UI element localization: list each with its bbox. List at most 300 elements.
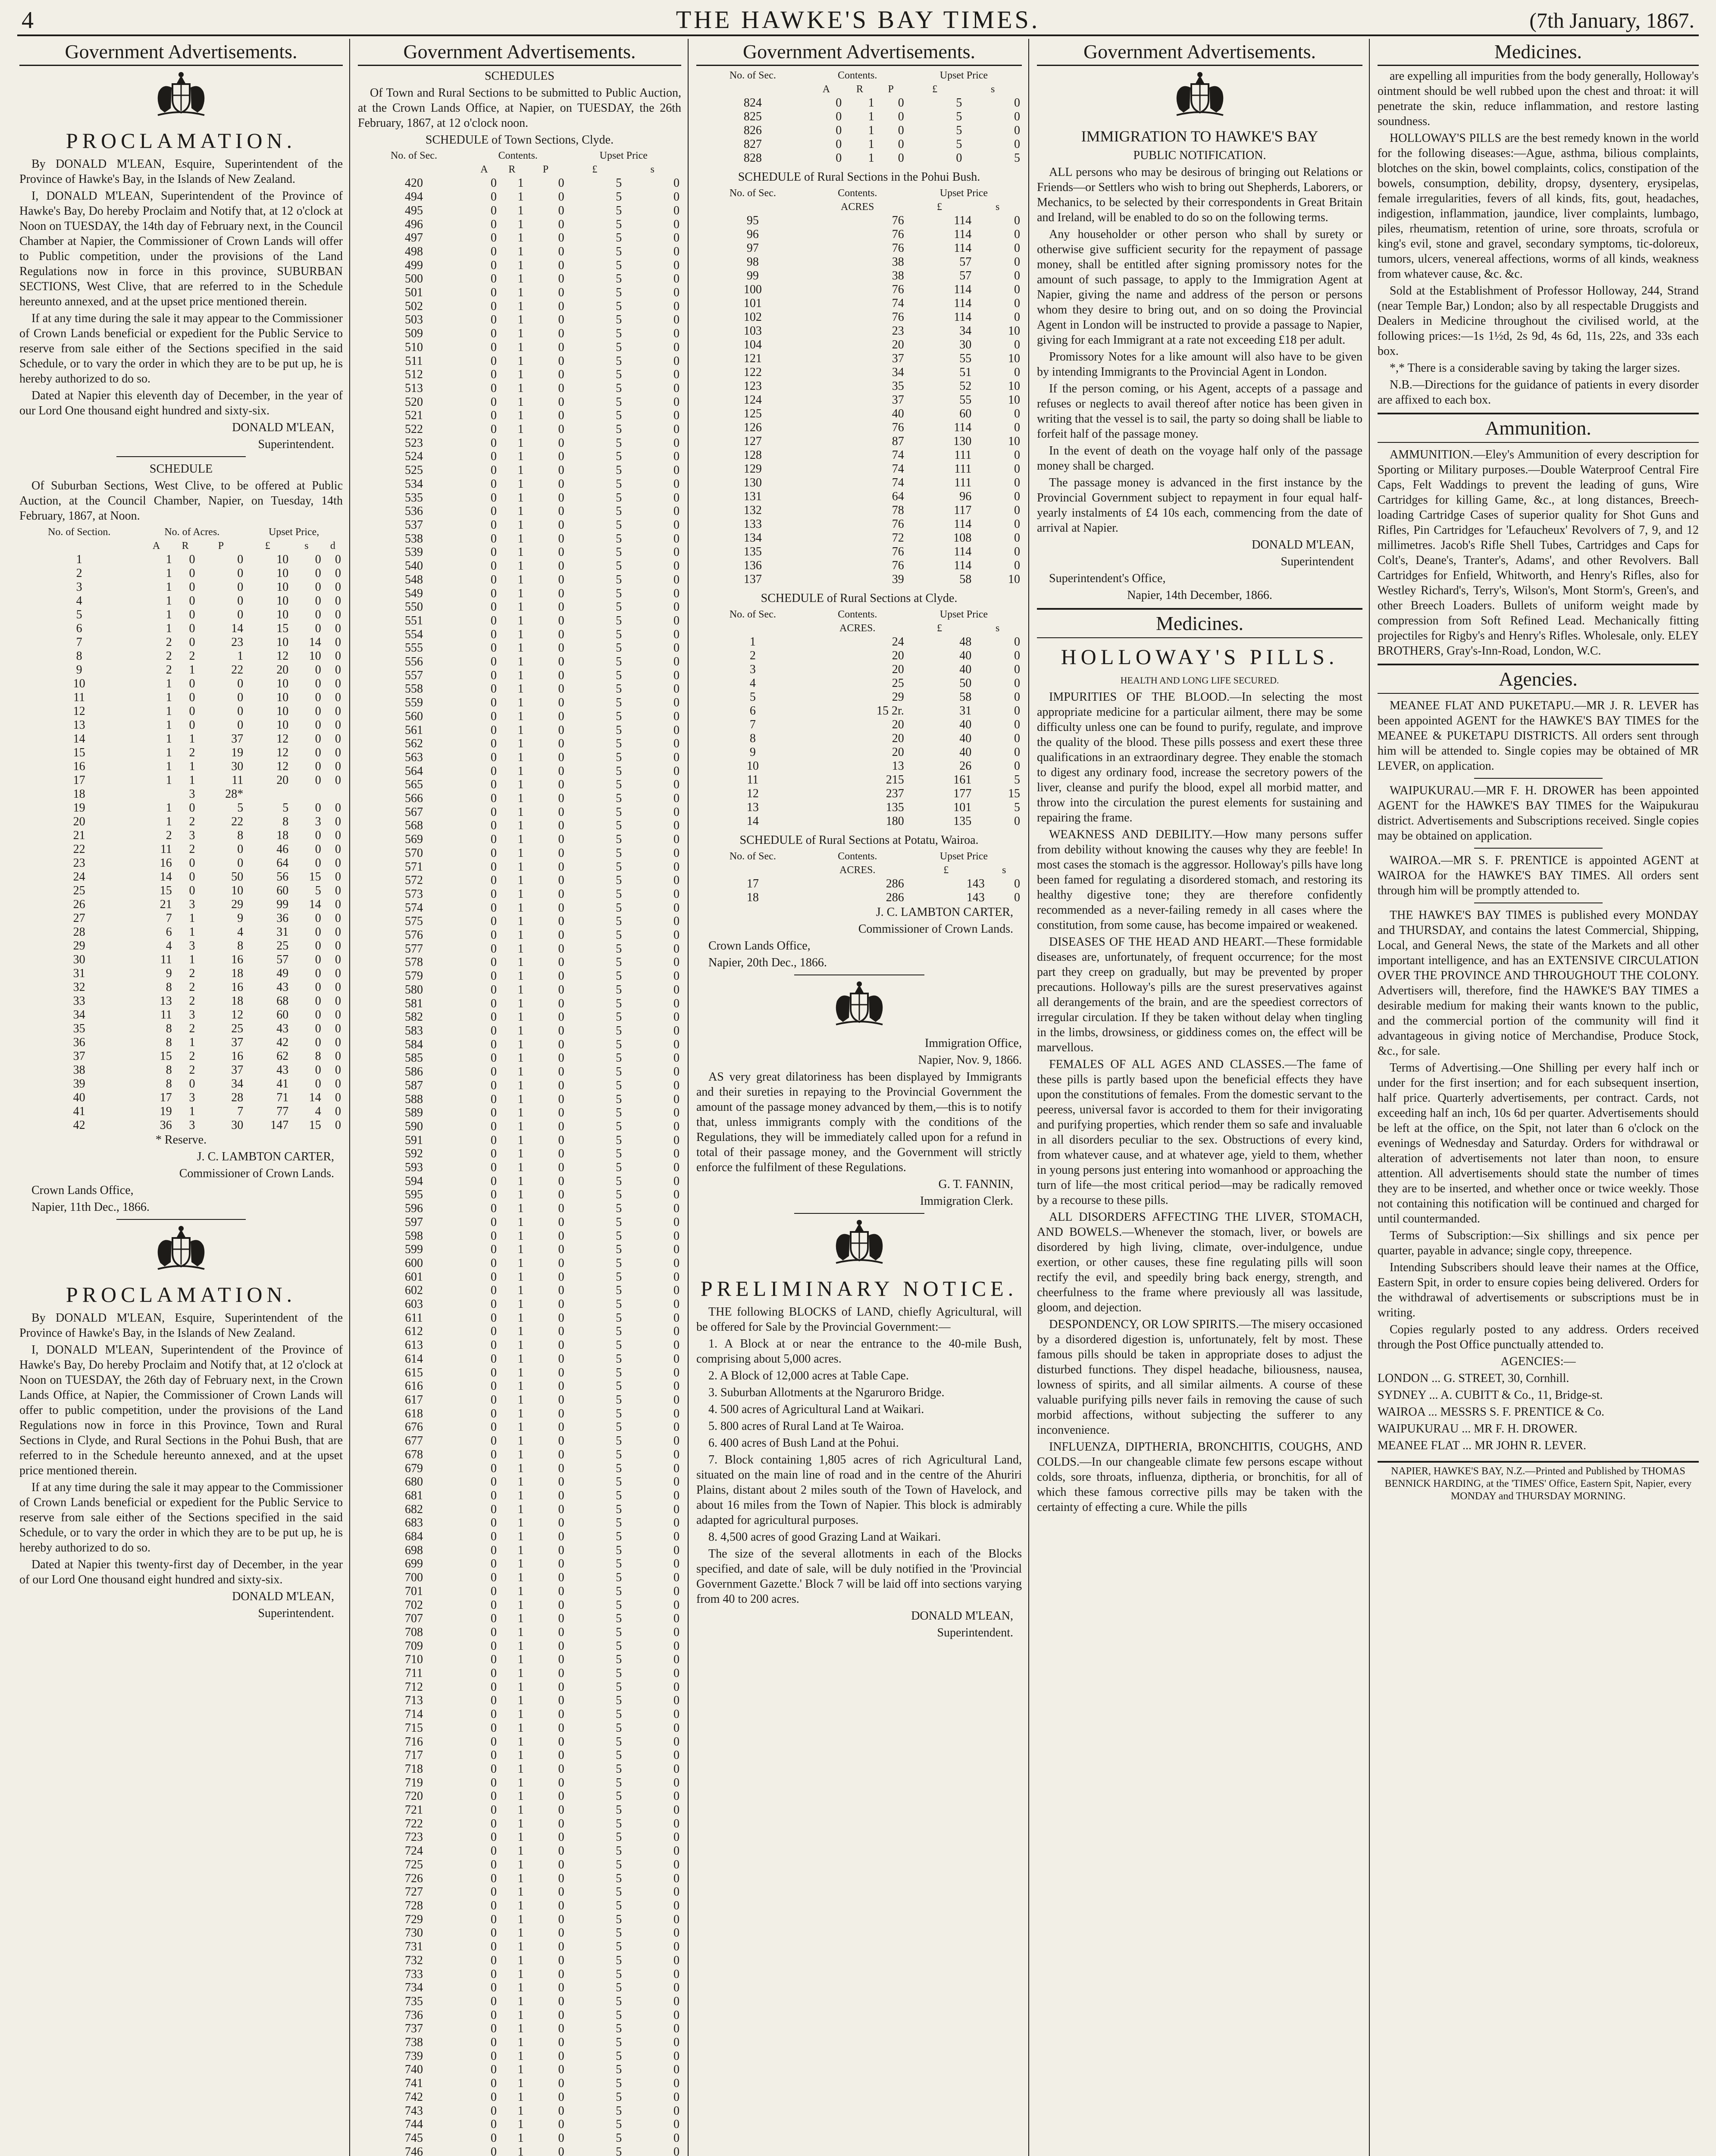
table-cell: 1 xyxy=(517,1680,524,1694)
table-cell: 0 xyxy=(335,746,341,759)
table-row xyxy=(358,1462,681,1476)
table-cell: 49 xyxy=(276,967,289,980)
table-cell: 16 xyxy=(231,981,244,994)
table-cell: 5 xyxy=(616,956,622,969)
table-cell: 680 xyxy=(404,1475,423,1489)
table-cell: 0 xyxy=(673,1667,680,1680)
table-cell: 5 xyxy=(616,1352,622,1366)
table-cell: 0 xyxy=(315,1008,321,1022)
table-cell: 0 xyxy=(673,436,680,450)
table-cell: 55 xyxy=(959,352,972,365)
table-cell: 0 xyxy=(491,1229,497,1243)
table-row xyxy=(358,805,681,819)
table-cell: 3 xyxy=(189,1119,195,1132)
table-cell: 36 xyxy=(73,1036,85,1049)
table-cell: 0 xyxy=(558,901,564,915)
table-row xyxy=(358,368,681,382)
table-cell: 727 xyxy=(404,1885,423,1899)
table-cell: 0 xyxy=(558,217,564,231)
table-cell: 14 xyxy=(73,732,85,746)
table-cell: 5 xyxy=(1014,151,1020,165)
column-1 xyxy=(19,39,343,2156)
table-cell: 1 xyxy=(189,774,195,787)
table-cell: 5 xyxy=(616,2063,622,2077)
table-cell: 0 xyxy=(673,2022,680,2036)
agent-line: MEANEE FLAT ... MR JOHN R. LEVER. xyxy=(1378,1439,1587,1452)
table-cell: 25 xyxy=(231,1022,244,1035)
table-cell: 101 xyxy=(743,297,762,310)
table-cell: 5 xyxy=(616,532,622,545)
table-cell: 8 xyxy=(76,649,82,663)
table-cell: 0 xyxy=(491,299,497,313)
table-cell: 5 xyxy=(956,110,962,123)
table-cell: 32 xyxy=(73,981,85,994)
table-row xyxy=(358,518,681,532)
table-cell: 1 xyxy=(517,1202,524,1216)
pohui-bush-table xyxy=(696,186,1022,586)
table-cell: 0 xyxy=(491,1174,497,1188)
table-cell: 573 xyxy=(404,887,423,901)
agency-notice: WAIPUKURAU.—MR F. H. DROWER has been appointed AGENT for the HAWKE'S BAY TIMES for the Waipukurau district. Advertisements and Subscriptions received. Single copies may be obtained on application. xyxy=(1378,784,1699,843)
column-heading: Government Advertisements. xyxy=(696,39,1022,66)
table-cell: 5 xyxy=(749,690,756,704)
table-cell: 0 xyxy=(335,718,341,732)
table-cell: 0 xyxy=(335,856,341,870)
table-cell: 1 xyxy=(189,732,195,746)
table-row xyxy=(358,2118,681,2131)
table-cell: 1 xyxy=(517,1817,524,1830)
table-row xyxy=(358,833,681,846)
table-row xyxy=(358,874,681,887)
table-cell: 1 xyxy=(517,627,524,641)
table-cell: 5 xyxy=(616,381,622,395)
table-cell: 0 xyxy=(491,682,497,696)
table-row xyxy=(696,352,1022,366)
table-row xyxy=(358,614,681,628)
table-row xyxy=(358,1639,681,1653)
table-cell: 1 xyxy=(517,1393,524,1407)
immigration-title: IMMIGRATION TO HAWKE'S BAY xyxy=(1081,128,1318,145)
table-cell: 12 xyxy=(276,746,289,759)
table-cell: 0 xyxy=(673,1133,680,1147)
table-cell: 0 xyxy=(1014,649,1020,662)
table-cell: 0 xyxy=(673,1653,680,1667)
table-cell: 50 xyxy=(959,677,972,690)
table-cell: 5 xyxy=(76,608,82,621)
table-cell: 52 xyxy=(959,379,972,393)
schedule-subtitle: SCHEDULE of Rural Sections in the Pohui Bush. xyxy=(738,170,980,184)
table-row xyxy=(358,1188,681,1202)
table-cell: 1 xyxy=(517,887,524,901)
table-cell: 5 xyxy=(616,2104,622,2118)
table-cell: 5 xyxy=(616,2131,622,2145)
table-cell: 0 xyxy=(1014,746,1020,759)
table-row xyxy=(358,559,681,573)
table-cell: 0 xyxy=(491,1202,497,1216)
proclamation-by: By DONALD M'LEAN, Esquire, Superintendent of the Province of Hawke's Bay, in the Islands of New Zealand. xyxy=(19,1311,343,1340)
table-cell: 0 xyxy=(558,1557,564,1571)
table-cell: 5 xyxy=(616,1926,622,1940)
table-cell: 0 xyxy=(558,997,564,1010)
table-cell: 1 xyxy=(517,2131,524,2145)
table-cell: 0 xyxy=(673,1639,680,1653)
table-cell: 40 xyxy=(959,718,972,731)
table-cell: 13 xyxy=(160,994,172,1008)
table-cell: 1 xyxy=(517,1037,524,1051)
table-row xyxy=(358,1338,681,1352)
table-cell: 5 xyxy=(616,1202,622,1216)
table-row xyxy=(696,338,1022,352)
table-row xyxy=(19,953,343,967)
table-cell: 5 xyxy=(616,2049,622,2063)
table-row xyxy=(358,969,681,983)
table-cell: 1 xyxy=(517,1133,524,1147)
table-cell: 1 xyxy=(517,2008,524,2022)
table-cell: 735 xyxy=(404,1994,423,2008)
table-cell: 1 xyxy=(517,217,524,231)
table-cell: 593 xyxy=(404,1161,423,1175)
table-cell: 0 xyxy=(673,1147,680,1161)
table-cell: 1 xyxy=(749,635,756,649)
table-cell: 0 xyxy=(673,1188,680,1202)
potatu-wairoa-table xyxy=(696,849,1022,905)
table-cell: 10 xyxy=(276,718,289,732)
table-cell: 0 xyxy=(673,1926,680,1940)
signature-title: Superintendent. xyxy=(258,438,334,451)
table-row xyxy=(358,477,681,491)
table-cell: 0 xyxy=(491,1994,497,2008)
table-cell: 0 xyxy=(491,1448,497,1461)
table-cell: 27 xyxy=(73,912,85,925)
table-cell: 0 xyxy=(491,1885,497,1899)
table-cell: 584 xyxy=(404,1037,423,1051)
table-cell: 0 xyxy=(558,1215,564,1229)
preliminary-intro: THE following BLOCKS of LAND, chiefly Agricultural, will be offered for Sale by the Provincial Government:— xyxy=(696,1305,1022,1334)
table-cell: 0 xyxy=(673,1270,680,1284)
table-cell: 0 xyxy=(558,1516,564,1530)
table-cell: 0 xyxy=(558,1762,564,1776)
table-cell: 31 xyxy=(73,967,85,980)
table-cell: 100 xyxy=(743,283,762,296)
table-row xyxy=(358,1311,681,1325)
table-cell: 9 xyxy=(76,663,82,677)
unit-header: R xyxy=(856,84,863,95)
table-cell: 0 xyxy=(315,705,321,718)
table-cell: 0 xyxy=(558,915,564,928)
table-cell: 5 xyxy=(616,2008,622,2022)
table-cell: 10 xyxy=(1008,379,1020,393)
table-cell: 1 xyxy=(517,1448,524,1461)
office-name: Immigration Office, xyxy=(925,1037,1022,1050)
unit-header: s xyxy=(1002,865,1006,876)
table-cell: 1 xyxy=(517,1789,524,1803)
commissioner-title: Commissioner of Crown Lands. xyxy=(179,1167,334,1180)
table-row xyxy=(358,436,681,450)
column-header: Upset Price xyxy=(939,851,988,862)
table-cell: 0 xyxy=(558,1311,564,1325)
table-cell: 1 xyxy=(517,559,524,573)
table-cell: 0 xyxy=(558,1967,564,1981)
table-cell: 0 xyxy=(558,2090,564,2104)
table-cell: 0 xyxy=(491,1215,497,1229)
table-cell: 5 xyxy=(616,491,622,505)
table-cell: 0 xyxy=(673,819,680,833)
table-cell: 742 xyxy=(404,2090,423,2104)
table-cell: 0 xyxy=(558,723,564,737)
table-row xyxy=(19,994,343,1008)
table-cell: 5 xyxy=(616,1612,622,1626)
table-cell: 13 xyxy=(73,718,85,732)
table-row xyxy=(358,765,681,778)
table-cell: 0 xyxy=(1014,891,1020,904)
table-row xyxy=(358,1010,681,1024)
column-header: No. of Acres. xyxy=(164,526,220,538)
table-cell: 0 xyxy=(491,778,497,792)
table-cell: 0 xyxy=(491,2022,497,2036)
table-cell: 101 xyxy=(953,801,972,814)
table-cell: 5 xyxy=(616,819,622,833)
table-row xyxy=(358,1393,681,1407)
table-cell: 96 xyxy=(746,228,759,241)
table-cell: 5 xyxy=(616,1844,622,1858)
table-row xyxy=(696,704,1022,718)
table-cell: 15 xyxy=(160,1050,172,1063)
table-cell: 568 xyxy=(404,819,423,833)
table-cell: 143 xyxy=(966,877,985,890)
table-cell: 15 xyxy=(73,746,85,759)
table-row xyxy=(358,1202,681,1216)
table-cell: 19 xyxy=(231,746,244,759)
table-cell: 5 xyxy=(616,450,622,464)
table-cell: 0 xyxy=(673,983,680,997)
table-cell: 0 xyxy=(1014,490,1020,503)
table-cell: 0 xyxy=(558,1243,564,1257)
table-row xyxy=(358,1858,681,1872)
table-cell: 42 xyxy=(73,1119,85,1132)
table-cell: 5 xyxy=(616,477,622,491)
table-cell: 539 xyxy=(404,545,423,559)
table-cell: 0 xyxy=(558,1379,564,1393)
immigration-paragraph: Any householder or other person who shall by surety or otherwise give sufficient security for the repayment of passage money, shall be entitled after signing promissory notes for the amount of such passage, to apply to the Immigration Agent at Napier, giving the name and address of the person or persons whom they desire to bring out, and on so doing the Provincial Agent in London will be instructed to provide a passage to Napier, giving for each Immigrant at a rate not exceeding £18 per adult. xyxy=(1037,228,1362,347)
table-cell: 522 xyxy=(404,423,423,436)
table-cell: 0 xyxy=(189,580,195,594)
table-cell: 0 xyxy=(558,709,564,723)
table-cell: 0 xyxy=(491,1926,497,1940)
table-cell: 0 xyxy=(558,655,564,669)
table-cell: 536 xyxy=(404,505,423,518)
signature: DONALD M'LEAN, xyxy=(232,421,334,434)
table-cell: 87 xyxy=(892,435,904,448)
table-cell: 700 xyxy=(404,1571,423,1585)
table-cell: 1 xyxy=(517,956,524,969)
table-cell: 0 xyxy=(491,1803,497,1817)
table-cell: 18 xyxy=(231,994,244,1008)
table-cell: 0 xyxy=(673,1789,680,1803)
table-cell: 0 xyxy=(491,2145,497,2156)
table-cell: 0 xyxy=(558,1147,564,1161)
table-row xyxy=(696,891,1022,905)
table-cell: 5 xyxy=(616,559,622,573)
table-cell: 1 xyxy=(517,2090,524,2104)
proclamation-dated: Dated at Napier this eleventh day of December, in the year of our Lord One thousand eight hundred and sixty-six. xyxy=(19,389,343,417)
table-cell: 24 xyxy=(892,635,904,649)
table-cell: 0 xyxy=(491,1762,497,1776)
table-cell: 1 xyxy=(517,1475,524,1489)
table-cell: 0 xyxy=(491,1461,497,1475)
table-cell: 5 xyxy=(616,190,622,204)
table-cell: 1 xyxy=(517,1871,524,1885)
table-cell: 0 xyxy=(673,272,680,286)
table-cell: 0 xyxy=(491,381,497,395)
table-cell: 0 xyxy=(673,928,680,942)
table-cell: 739 xyxy=(404,2049,423,2063)
table-cell: 0 xyxy=(315,663,321,677)
table-cell: 20 xyxy=(892,649,904,662)
table-cell: 0 xyxy=(491,1858,497,1871)
table-cell: 1 xyxy=(166,774,172,787)
table-cell: 0 xyxy=(673,1694,680,1708)
table-cell: 0 xyxy=(491,395,497,409)
table-cell: 0 xyxy=(558,1297,564,1311)
table-cell: 0 xyxy=(335,898,341,911)
table-cell: 129 xyxy=(743,462,762,476)
immigration-notice-body: AS very great dilatoriness has been displayed by Immigrants and their sureties in repaying to the Provincial Government the amount of the passage money advanced by them,—this is to notify that, unless immigrants comply with the conditions of the Regulations, they will be immediately called upon for a refund in total of their passage money, and the Government will strictly enforce the fulfilment of these Regulations. xyxy=(696,1070,1022,1174)
table-cell: 123 xyxy=(743,379,762,393)
table-cell: 0 xyxy=(558,1749,564,1762)
table-cell: 114 xyxy=(954,421,972,434)
table-cell: 537 xyxy=(404,518,423,532)
office-date: Napier, 14th December, 1866. xyxy=(1127,589,1272,602)
table-cell: 29 xyxy=(892,690,904,704)
table-cell: 0 xyxy=(491,1680,497,1694)
table-cell: 0 xyxy=(1014,759,1020,773)
agent-line: SYDNEY ... A. CUBITT & Co., 11, Bridge-st. xyxy=(1378,1388,1603,1402)
unit-header: A xyxy=(152,540,160,552)
table-cell: 1 xyxy=(517,1420,524,1434)
table-cell: 0 xyxy=(1014,310,1020,324)
table-row xyxy=(358,1038,681,1052)
table-cell: 1 xyxy=(517,860,524,874)
table-cell: 23 xyxy=(231,636,244,649)
table-cell: 0 xyxy=(673,354,680,368)
table-cell: 0 xyxy=(491,819,497,833)
table-cell: 10 xyxy=(276,608,289,621)
table-cell: 0 xyxy=(558,2036,564,2049)
table-row xyxy=(19,608,343,622)
table-cell: 5 xyxy=(616,1735,622,1749)
table-cell: 0 xyxy=(335,981,341,994)
table-cell: 41 xyxy=(73,1105,85,1118)
table-cell: 0 xyxy=(558,1202,564,1216)
table-cell: 0 xyxy=(558,1708,564,1721)
table-cell: 698 xyxy=(404,1543,423,1557)
table-cell: 36 xyxy=(160,1119,172,1132)
table-cell: 1 xyxy=(517,204,524,217)
table-cell: 0 xyxy=(558,1776,564,1789)
table-cell: 0 xyxy=(558,1639,564,1653)
table-cell: 734 xyxy=(404,1981,423,1995)
table-cell: 0 xyxy=(673,313,680,327)
table-cell: 2 xyxy=(166,663,172,677)
table-cell: 615 xyxy=(404,1366,423,1379)
table-cell: 0 xyxy=(491,217,497,231)
table-row xyxy=(358,1079,681,1093)
table-row xyxy=(19,925,343,939)
table-cell: 5 xyxy=(616,586,622,600)
table-cell: 1 xyxy=(517,1092,524,1106)
table-cell: 0 xyxy=(558,1625,564,1639)
table-cell: 0 xyxy=(315,553,321,566)
table-row xyxy=(358,1270,681,1284)
table-row xyxy=(696,649,1022,663)
table-cell: 1 xyxy=(517,1352,524,1366)
unit-header: s xyxy=(650,163,654,175)
table-row xyxy=(19,774,343,787)
table-row xyxy=(696,324,1022,338)
table-cell: 0 xyxy=(673,1448,680,1461)
unit-header: £ xyxy=(265,540,270,552)
table-cell: 0 xyxy=(558,532,564,545)
unit-header: £ xyxy=(937,623,943,634)
table-cell: 0 xyxy=(558,2145,564,2156)
table-cell: 0 xyxy=(558,1571,564,1585)
table-cell: 1 xyxy=(517,1776,524,1789)
table-cell: 5 xyxy=(616,709,622,723)
table-cell: 1 xyxy=(517,1885,524,1899)
table-cell: 1 xyxy=(868,138,874,151)
table-cell: 6 xyxy=(76,622,82,635)
table-cell: 0 xyxy=(335,636,341,649)
table-cell: 20 xyxy=(73,815,85,828)
table-cell: 0 xyxy=(673,1325,680,1338)
table-row xyxy=(358,1954,681,1968)
signature-title: Superintendent. xyxy=(258,1607,334,1620)
table-row xyxy=(358,1243,681,1257)
table-cell: 0 xyxy=(558,2118,564,2131)
signature-title: Immigration Clerk. xyxy=(920,1194,1013,1208)
table-cell: 114 xyxy=(954,310,972,324)
table-cell: 0 xyxy=(491,518,497,532)
table-cell: 0 xyxy=(1014,241,1020,255)
table-cell: 1 xyxy=(166,815,172,828)
table-cell: 715 xyxy=(404,1721,423,1735)
preliminary-item: 3. Suburban Allotments at the Ngaruroro Bridge. xyxy=(708,1386,945,1399)
table-row xyxy=(19,787,343,801)
table-row xyxy=(19,1022,343,1036)
table-cell: 5 xyxy=(616,436,622,450)
table-cell: 5 xyxy=(616,1379,622,1393)
table-cell: 5 xyxy=(616,750,622,764)
table-cell: 684 xyxy=(404,1530,423,1544)
table-cell: 2 xyxy=(189,815,195,828)
table-cell: 5 xyxy=(616,1708,622,1721)
table-cell: 726 xyxy=(404,1871,423,1885)
table-row xyxy=(358,1626,681,1639)
table-cell: 0 xyxy=(335,1008,341,1022)
table-cell: 5 xyxy=(616,368,622,382)
table-cell: 1 xyxy=(517,1625,524,1639)
table-cell: 827 xyxy=(743,138,762,151)
table-cell: 5 xyxy=(616,1571,622,1585)
agencies-title: AGENCIES:— xyxy=(1500,1355,1576,1368)
table-cell: 2 xyxy=(189,994,195,1008)
table-cell: 2 xyxy=(189,843,195,856)
table-cell: 1 xyxy=(517,1461,524,1475)
table-row xyxy=(696,421,1022,435)
table-row xyxy=(19,677,343,691)
table-cell: 37 xyxy=(73,1050,85,1063)
table-cell: 824 xyxy=(743,96,762,110)
